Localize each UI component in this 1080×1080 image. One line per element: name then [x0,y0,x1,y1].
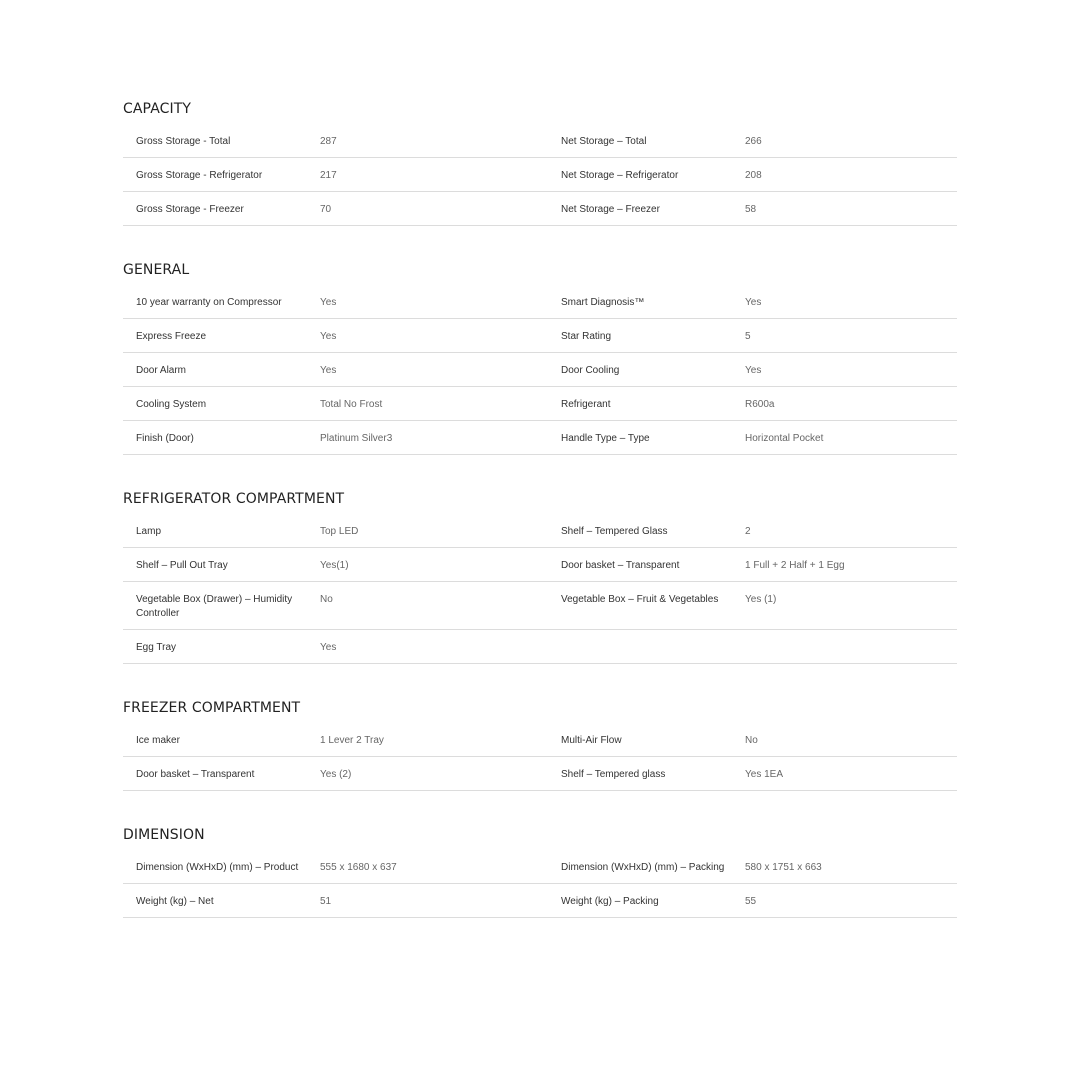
spec-label: Ice maker [136,735,180,746]
spec-row [123,319,957,353]
spec-value: 58 [745,204,757,215]
spec-label: Egg Tray [136,642,177,653]
spec-value: Platinum Silver3 [320,433,393,444]
spec-value: Yes (1) [745,594,777,605]
spec-row [123,884,957,918]
spec-value: Yes [320,642,337,653]
spec-label: Door basket – Transparent [136,769,255,780]
spec-value: 555 x 1680 x 637 [320,862,397,873]
spec-row [123,353,957,387]
spec-row [123,514,957,548]
spec-label: Door basket – Transparent [561,560,680,571]
spec-row [123,757,957,791]
spec-value: 5 [745,331,751,342]
spec-label: Handle Type – Type [561,433,650,444]
section-title: CAPACITY [123,101,192,117]
spec-label: Gross Storage - Freezer [136,204,244,215]
spec-value: Yes [745,365,762,376]
spec-value: Top LED [320,526,359,537]
spec-value: 580 x 1751 x 663 [745,862,822,873]
spec-table [123,723,957,791]
spec-value: 287 [320,136,337,147]
spec-label: Net Storage – Total [561,136,647,147]
spec-label: Weight (kg) – Packing [561,896,659,907]
spec-table [123,850,957,918]
spec-label: Shelf – Tempered glass [561,769,666,780]
spec-value: Yes [745,297,762,308]
spec-value: Yes [320,331,337,342]
spec-label: Gross Storage - Total [136,136,231,147]
spec-value: Yes [320,297,337,308]
spec-row [123,158,957,192]
spec-value: 2 [745,526,751,537]
spec-label: Shelf – Tempered Glass [561,526,668,537]
section-refrigerator-compartment [123,490,957,664]
spec-row [123,548,957,582]
spec-row [123,387,957,421]
spec-value: 208 [745,170,762,181]
spec-row [123,192,957,226]
spec-label: Vegetable Box (Drawer) – Humidity Controller [136,594,293,619]
spec-label: Multi-Air Flow [561,735,622,746]
section-title: GENERAL [123,262,190,278]
spec-label: Weight (kg) – Net [136,896,214,907]
spec-table [123,514,957,664]
spec-row [123,421,957,455]
spec-value: 1 Full + 2 Half + 1 Egg [745,560,845,571]
specifications-list [123,100,957,918]
spec-value: R600a [745,399,775,410]
section-title: DIMENSION [123,827,205,843]
spec-label: Express Freeze [136,331,207,342]
spec-value: 70 [320,204,332,215]
spec-row [123,285,957,319]
spec-label: Finish (Door) [136,433,194,444]
spec-label: Refrigerant [561,399,611,410]
spec-value: 266 [745,136,762,147]
spec-label: Door Cooling [561,365,620,376]
spec-row [123,723,957,757]
section-title: REFRIGERATOR COMPARTMENT [123,491,345,507]
spec-label: Net Storage – Refrigerator [561,170,679,181]
spec-label: Gross Storage - Refrigerator [136,170,263,181]
spec-label: Door Alarm [136,365,187,376]
spec-label: 10 year warranty on Compressor [136,297,282,308]
spec-table [123,124,957,226]
spec-row [123,850,957,884]
section-freezer-compartment [123,699,957,791]
spec-label: Smart Diagnosis™ [561,297,645,308]
section-capacity [123,100,957,226]
spec-value: Total No Frost [320,399,383,410]
section-general [123,261,957,455]
spec-value: 51 [320,896,332,907]
section-title: FREEZER COMPARTMENT [123,700,301,716]
spec-value: No [745,735,758,746]
spec-value: 217 [320,170,337,181]
spec-row [123,630,957,664]
spec-value: 1 Lever 2 Tray [320,735,384,746]
spec-label: Net Storage – Freezer [561,204,660,215]
spec-value: No [320,594,333,605]
spec-label: Lamp [136,526,162,537]
spec-label: Cooling System [136,399,207,410]
spec-label: Vegetable Box – Fruit & Vegetables [561,594,719,605]
spec-value: Horizontal Pocket [745,433,824,444]
spec-label: Dimension (WxHxD) (mm) – Product [136,862,299,873]
section-dimension [123,826,957,918]
spec-row [123,582,957,630]
spec-table [123,285,957,455]
spec-label: Dimension (WxHxD) (mm) – Packing [561,862,725,873]
spec-label: Shelf – Pull Out Tray [136,560,228,571]
spec-value: Yes [320,365,337,376]
spec-value: Yes (2) [320,769,352,780]
spec-value: 55 [745,896,757,907]
spec-value: Yes 1EA [745,769,783,780]
spec-label: Star Rating [561,331,612,342]
spec-row [123,124,957,158]
spec-value: Yes(1) [320,560,349,571]
